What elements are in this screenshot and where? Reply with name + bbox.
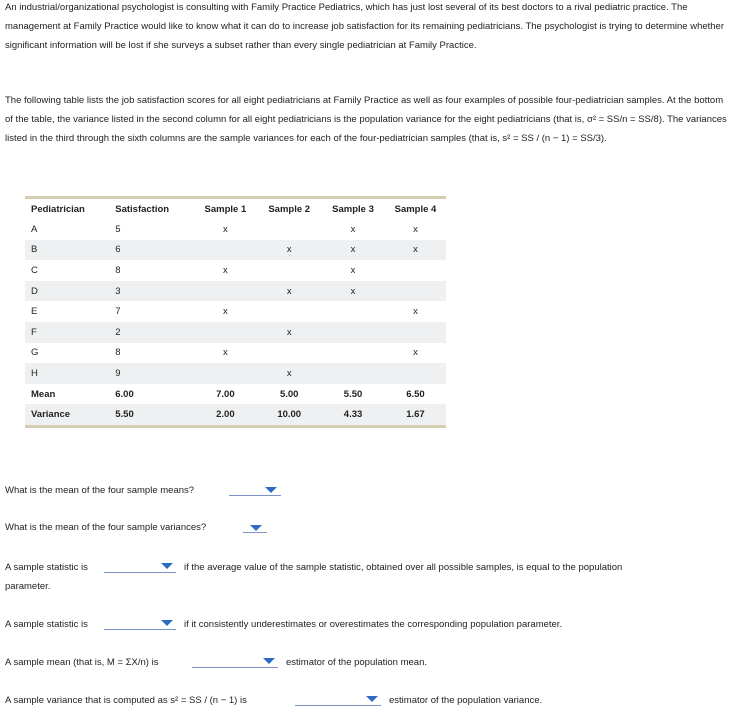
- cell-pediatrician: B: [25, 240, 109, 261]
- chevron-down-icon: [161, 620, 173, 626]
- cell-sample-3: [321, 301, 385, 322]
- cell-sample-1: [193, 240, 257, 261]
- cell-sample-1: x: [223, 306, 228, 318]
- unbiased-definition-text: if the average value of the sample statistic, obtained over all possible samples, is equal to the population: [184, 562, 623, 573]
- table-row: [25, 301, 446, 322]
- sample-mean-estimator-dropdown[interactable]: [192, 656, 278, 668]
- biased-definition-text: if it consistently underestimates or overestimates the corresponding population parameter.: [184, 619, 563, 630]
- cell-sample-1: x: [223, 347, 228, 359]
- cell-pediatrician: H: [25, 363, 109, 384]
- question-sample-variance-estimator: A sample variance that is computed as s² = SS / (n − 1) is: [5, 695, 247, 706]
- cell-satisfaction: 8: [115, 347, 121, 359]
- question-mean-of-sample-variances: What is the mean of the four sample variances?: [5, 522, 207, 533]
- cell-sample-4: [385, 363, 446, 384]
- table-row: [25, 240, 446, 261]
- cell-sample-1: [193, 281, 257, 302]
- cell-sample-2: [257, 343, 321, 364]
- cell-pediatrician: F: [25, 322, 109, 343]
- cell-satisfaction: 6: [109, 240, 193, 261]
- table-row: [25, 260, 446, 281]
- question-mean-of-sample-means: What is the mean of the four sample means?: [5, 485, 195, 496]
- cell-satisfaction: 2: [109, 322, 193, 343]
- cell-sample-4: [385, 322, 446, 343]
- cell-sample-4: [385, 260, 446, 281]
- cell-satisfaction: 3: [109, 281, 193, 302]
- mean-population: 6.00: [115, 388, 134, 400]
- mean-sample-1: 7.00: [216, 388, 235, 400]
- cell-sample-2: x: [257, 281, 321, 302]
- cell-sample-2: x: [257, 322, 321, 343]
- mean-sample-4: 6.50: [406, 388, 425, 400]
- col-header-sample-1: Sample 1: [204, 203, 247, 215]
- cell-sample-3: [321, 322, 385, 343]
- variance-sample-2: 10.00: [257, 404, 321, 426]
- cell-pediatrician: D: [25, 281, 109, 302]
- cell-sample-3: [321, 343, 385, 364]
- satisfaction-table: [25, 196, 446, 428]
- col-header-sample-2: Sample 2: [268, 203, 311, 215]
- cell-sample-3: x: [350, 264, 356, 276]
- cell-sample-3: [321, 363, 385, 384]
- mean-label: Mean: [31, 388, 56, 400]
- chevron-down-icon: [250, 525, 262, 531]
- cell-pediatrician: G: [31, 347, 39, 359]
- variance-sample-3: 4.33: [321, 404, 385, 426]
- cell-sample-3: x: [321, 281, 385, 302]
- cell-sample-4: x: [385, 240, 446, 261]
- table-description-paragraph: The following table lists the job satisfaction scores for all eight pediatricians at Family Practice as well as four examples of possible four-pediatrician samples. At the bottom of the table, the variance listed in the second column for all eight pediatricians is the population variance for the eight pediatricians (that is, σ² = SS/n = SS/8). The variances listed in the third through the sixth columns are the sample variances for each of the four-pediatrician samples (that is, s² = SS / (n − 1) = SS/3).: [5, 95, 727, 145]
- chevron-down-icon: [366, 696, 378, 702]
- question-biased-statistic: A sample statistic is: [5, 619, 88, 630]
- intro-paragraph: An industrial/organizational psychologist is consulting with Family Practice Pediatrics, which has just lost several of its best doctors to a rival pediatric practice. The management at Family Practice would like to know what it can do to increase job satisfaction for its remaining pediatricians. The psychologist is trying to determine whether significant information will be lost if she surveys a subset rather than every single pediatrician at Family Practice.: [5, 2, 725, 52]
- cell-sample-2: [257, 301, 321, 322]
- chevron-down-icon: [263, 658, 275, 664]
- question-sample-mean-estimator: A sample mean (that is, M = ΣX/n) is: [5, 657, 159, 668]
- mean-sample-2: 5.00: [279, 388, 299, 400]
- cell-sample-1: [193, 363, 257, 384]
- cell-sample-4: x: [413, 223, 418, 235]
- table-row: [25, 343, 446, 364]
- cell-sample-4: x: [413, 306, 418, 318]
- cell-pediatrician: C: [31, 264, 38, 276]
- variance-sample-4: 1.67: [385, 404, 446, 426]
- table-row: [25, 281, 446, 302]
- cell-sample-4: x: [413, 347, 418, 359]
- cell-sample-3: x: [321, 240, 385, 261]
- table-row: [25, 363, 446, 384]
- variance-row: [25, 404, 446, 426]
- mean-of-variances-dropdown[interactable]: [243, 521, 267, 533]
- unbiased-definition-wrap: parameter.: [5, 581, 51, 592]
- unbiased-statistic-dropdown[interactable]: [104, 561, 176, 573]
- cell-pediatrician: E: [31, 306, 38, 318]
- col-header-sample-4: Sample 4: [394, 203, 437, 215]
- variance-sample-1: 2.00: [193, 404, 257, 426]
- col-header-pediatrician: Pediatrician: [31, 203, 85, 215]
- chevron-down-icon: [265, 487, 277, 493]
- cell-sample-2: [257, 260, 321, 281]
- cell-satisfaction: 9: [109, 363, 193, 384]
- biased-statistic-dropdown[interactable]: [104, 618, 176, 630]
- col-header-sample-3: Sample 3: [332, 203, 374, 215]
- table-row: [25, 219, 446, 240]
- sample-mean-estimator-text: estimator of the population mean.: [286, 657, 428, 668]
- cell-sample-2: x: [257, 363, 321, 384]
- cell-satisfaction: 7: [115, 306, 121, 318]
- cell-sample-4: [385, 281, 446, 302]
- cell-satisfaction: 8: [115, 264, 121, 276]
- cell-sample-2: [257, 219, 321, 240]
- cell-pediatrician: A: [31, 223, 38, 235]
- col-header-satisfaction: Satisfaction: [115, 203, 170, 215]
- cell-satisfaction: 5: [115, 223, 121, 235]
- cell-sample-3: x: [350, 223, 356, 235]
- question-unbiased-statistic: A sample statistic is: [5, 562, 88, 573]
- cell-sample-1: x: [223, 264, 228, 276]
- table-header-row: [25, 198, 446, 220]
- variance-label: Variance: [25, 404, 109, 426]
- table-row: [25, 322, 446, 343]
- mean-sample-3: 5.50: [343, 388, 363, 400]
- sample-variance-estimator-dropdown[interactable]: [295, 694, 381, 706]
- cell-sample-2: x: [257, 240, 321, 261]
- mean-row: [25, 384, 446, 405]
- mean-of-means-dropdown[interactable]: [229, 484, 281, 496]
- chevron-down-icon: [161, 563, 173, 569]
- cell-sample-1: [193, 322, 257, 343]
- cell-sample-1: x: [223, 223, 228, 235]
- variance-population: 5.50: [109, 404, 193, 426]
- sample-variance-estimator-text: estimator of the population variance.: [389, 695, 543, 706]
